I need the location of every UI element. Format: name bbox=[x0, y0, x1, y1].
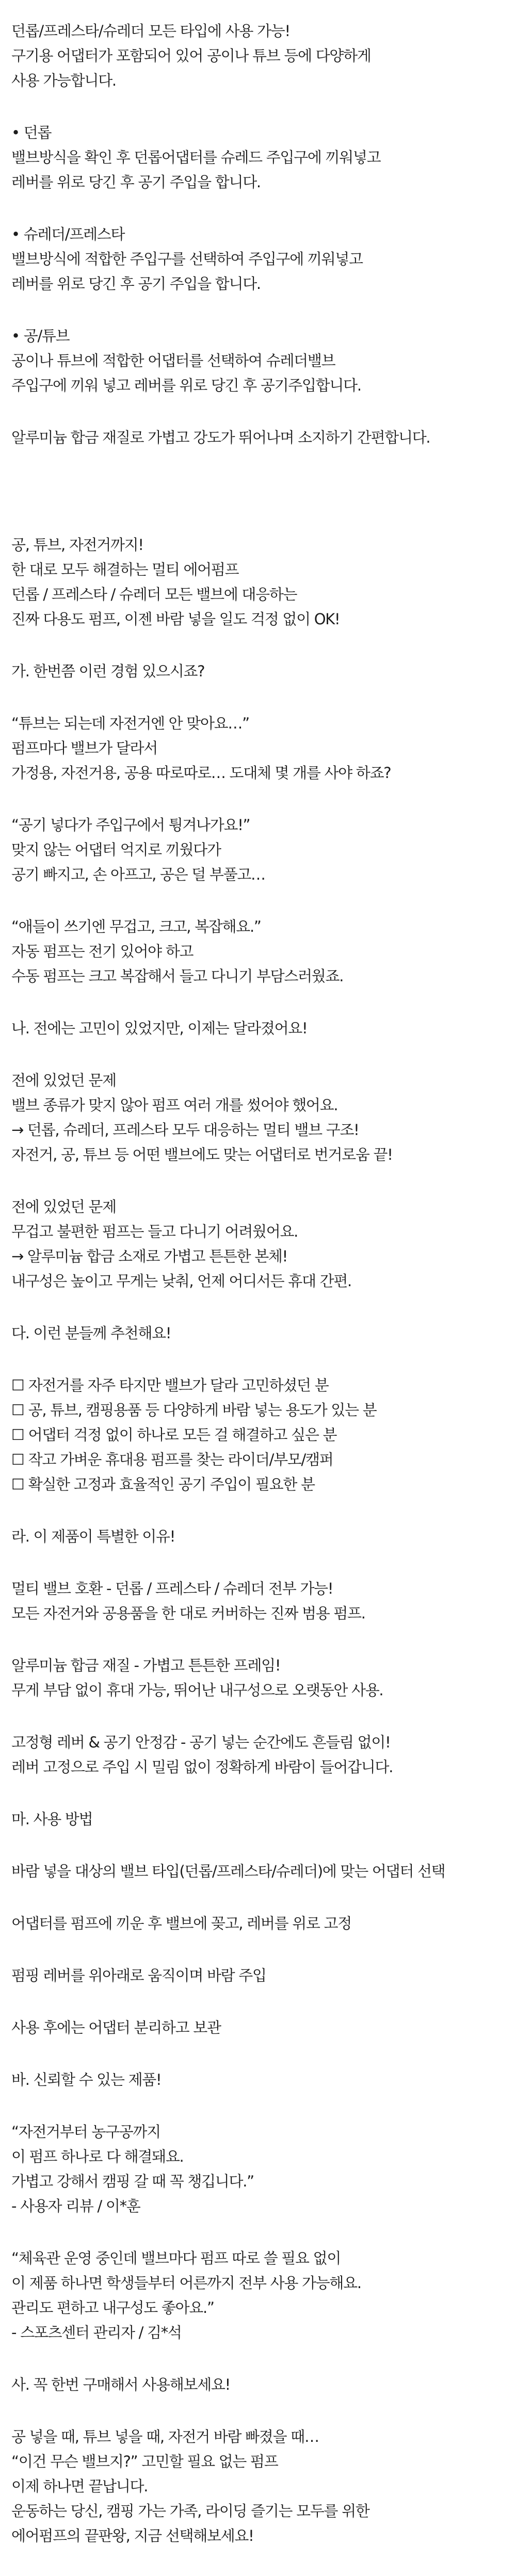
text-line: 가볍고 강해서 캠핑 갈 때 꼭 챙깁니다.” bbox=[11, 2173, 254, 2190]
experience-paragraph bbox=[11, 711, 496, 785]
text-line: 펌핑 레버를 위아래로 움직이며 바람 주입 bbox=[11, 1967, 266, 1984]
review-quote bbox=[11, 2119, 496, 2218]
text-line: “공기 넣다가 주입구에서 튕겨나가요!” bbox=[11, 816, 250, 834]
section-heading: 바. 신뢰할 수 있는 제품! bbox=[11, 2071, 162, 2088]
text-line: 어댑터를 펌프에 끼운 후 밸브에 꽂고, 레버를 위로 고정 bbox=[11, 1915, 351, 1932]
bullet-heading: • 던롭 bbox=[11, 124, 52, 141]
review-quote bbox=[11, 2246, 496, 2345]
text-line: 무겁고 불편한 펌프는 들고 다니기 어려웠어요. bbox=[11, 1223, 298, 1240]
checklist-item: ☐ 어댑터 걱정 없이 하나로 모든 걸 해결하고 싶은 분 bbox=[11, 1426, 337, 1444]
text-line: 내구성은 높이고 무게는 낮춰, 언제 어디서든 휴대 간편. bbox=[11, 1272, 351, 1290]
review-author: - 스포츠센터 관리자 / 김*석 bbox=[11, 2324, 182, 2341]
section-heading: 다. 이런 분들께 추천해요! bbox=[11, 1324, 171, 1342]
usage-step bbox=[11, 1859, 496, 1884]
text-line: 한 대로 모두 해결하는 멀티 에어펌프 bbox=[11, 561, 239, 578]
text-line: 구기용 어댑터가 포함되어 있어 공이나 튜브 등에 다양하게 bbox=[11, 47, 371, 64]
text-line: 이 제품 하나면 학생들부터 어른까지 전부 사용 가능해요. bbox=[11, 2274, 361, 2292]
text-line: 공이나 튜브에 적합한 어댑터를 선택하여 슈레더밸브 bbox=[11, 352, 335, 369]
text-line: 펌프마다 밸브가 달라서 bbox=[11, 739, 157, 757]
text-line: “애들이 쓰기엔 무겁고, 크고, 복잡해요.” bbox=[11, 918, 261, 935]
section-heading-ba bbox=[11, 2067, 496, 2092]
usage-step bbox=[11, 1963, 496, 1988]
checklist-item: ☐ 공, 튜브, 캠핑용품 등 다양하게 바람 넣는 용도가 있는 분 bbox=[11, 1401, 377, 1419]
text-line: 밸브 종류가 맞지 않아 펌프 여러 개를 썼어야 했어요. bbox=[11, 1096, 338, 1114]
closing-paragraph bbox=[11, 2424, 496, 2548]
text-line: 가정용, 자전거용, 공용 따로따로… 도대체 몇 개를 사야 하죠? bbox=[11, 764, 391, 782]
problem-solution-paragraph bbox=[11, 1068, 496, 1167]
text-line: 고정형 레버 & 공기 안정감 - 공기 넣는 순간에도 흔들림 없이! bbox=[11, 1733, 391, 1751]
review-author: - 사용자 리뷰 / 이*훈 bbox=[11, 2197, 140, 2215]
intro-paragraph bbox=[11, 19, 496, 93]
experience-paragraph bbox=[11, 914, 496, 989]
checklist-item: ☐ 자전거를 자주 타지만 밸브가 달라 고민하셨던 분 bbox=[11, 1376, 329, 1394]
section-heading-sa bbox=[11, 2372, 496, 2397]
text-line: 알루미늄 합금 재질로 가볍고 강도가 뛰어나며 소지하기 간편합니다. bbox=[11, 429, 430, 446]
text-line: 관리도 편하고 내구성도 좋아요.” bbox=[11, 2299, 214, 2316]
text-line: 던롭 / 프레스타 / 슈레더 모든 밸브에 대응하는 bbox=[11, 586, 297, 603]
text-line: 맞지 않는 어댑터 억지로 끼웠다가 bbox=[11, 841, 221, 858]
problem-solution-paragraph bbox=[11, 1194, 496, 1293]
text-line: 레버 고정으로 주입 시 밀림 없이 정확하게 바람이 들어갑니다. bbox=[11, 1758, 393, 1776]
text-line: 레버를 위로 당긴 후 공기 주입을 합니다. bbox=[11, 173, 261, 191]
feature-paragraph bbox=[11, 1576, 496, 1626]
text-line: 사용 후에는 어댑터 분리하고 보관 bbox=[11, 2019, 221, 2036]
text-line: 밸브방식에 적합한 주입구를 선택하여 주입구에 끼워넣고 bbox=[11, 250, 363, 268]
text-line: → 던롭, 슈레더, 프레스타 모두 대응하는 멀티 밸브 구조! bbox=[11, 1121, 359, 1139]
text-line: 멀티 밸브 호환 - 던롭 / 프레스타 / 슈레더 전부 가능! bbox=[11, 1580, 333, 1597]
feature-paragraph bbox=[11, 1730, 496, 1779]
experience-paragraph bbox=[11, 813, 496, 887]
text-line: 이 펌프 하나로 다 해결돼요. bbox=[11, 2148, 184, 2165]
text-line: 전에 있었던 문제 bbox=[11, 1198, 116, 1216]
section-heading: 사. 꼭 한번 구매해서 사용해보세요! bbox=[11, 2376, 230, 2393]
section-heading: 라. 이 제품이 특별한 이유! bbox=[11, 1528, 175, 1545]
text-line: 모든 자전거와 공용품을 한 대로 커버하는 진짜 범용 펌프. bbox=[11, 1605, 365, 1622]
text-line: 전에 있었던 문제 bbox=[11, 1072, 116, 1089]
text-line: 공기 빠지고, 손 아프고, 공은 덜 부풀고… bbox=[11, 866, 265, 883]
bullet-heading: • 공/튜브 bbox=[11, 327, 70, 345]
text-line: 던롭/프레스타/슈레더 모든 타입에 사용 가능! bbox=[11, 22, 290, 40]
text-line: 주입구에 끼워 넣고 레버를 위로 당긴 후 공기주입합니다. bbox=[11, 377, 361, 394]
checklist-item: ☐ 확실한 고정과 효율적인 공기 주입이 필요한 분 bbox=[11, 1476, 315, 1493]
text-line: 자전거, 공, 튜브 등 어떤 밸브에도 맞는 어댑터로 번거로움 끝! bbox=[11, 1146, 393, 1163]
section-heading-da bbox=[11, 1321, 496, 1346]
text-line: 진짜 다용도 펌프, 이젠 바람 넣을 일도 걱정 없이 OK! bbox=[11, 610, 340, 628]
text-line: “체육관 운영 중인데 밸브마다 펌프 따로 쓸 필요 없이 bbox=[11, 2249, 341, 2267]
checklist-item: ☐ 작고 가벼운 휴대용 펌프를 찾는 라이더/부모/캠퍼 bbox=[11, 1451, 333, 1468]
section-heading: 가. 한번쯤 이런 경험 있으시죠? bbox=[11, 662, 205, 680]
text-line: 알루미늄 합금 재질 - 가볍고 튼튼한 프레임! bbox=[11, 1657, 281, 1674]
text-line: 밸브방식을 확인 후 던롭어댑터를 슈레드 주입구에 끼워넣고 bbox=[11, 149, 381, 166]
material-note bbox=[11, 425, 496, 450]
text-line: 무게 부담 없이 휴대 가능, 뛰어난 내구성으로 오랫동안 사용. bbox=[11, 1681, 383, 1699]
text-line: “이건 무슨 밸브지?” 고민할 필요 없는 펌프 bbox=[11, 2453, 278, 2470]
text-line: 에어펌프의 끝판왕, 지금 선택해보세요! bbox=[11, 2527, 254, 2545]
text-line: 자동 펌프는 전기 있어야 하고 bbox=[11, 943, 194, 960]
text-line: 바람 넣을 대상의 밸브 타입(던롭/프레스타/슈레더)에 맞는 어댑터 선택 bbox=[11, 1862, 445, 1880]
feature-paragraph bbox=[11, 1653, 496, 1703]
text-line: 사용 가능합니다. bbox=[11, 72, 116, 89]
text-line: → 알루미늄 합금 소재로 가볍고 튼튼한 본체! bbox=[11, 1248, 287, 1265]
section-heading-ga bbox=[11, 659, 496, 684]
headline-paragraph bbox=[11, 532, 496, 631]
usage-step bbox=[11, 1911, 496, 1936]
text-line: 공 넣을 때, 튜브 넣을 때, 자전거 바람 빠졌을 때… bbox=[11, 2428, 319, 2445]
section-heading: 나. 전에는 고민이 있었지만, 이제는 달라졌어요! bbox=[11, 1019, 308, 1037]
section-heading-ra bbox=[11, 1524, 496, 1549]
text-line: “자전거부터 농구공까지 bbox=[11, 2123, 160, 2141]
text-line: 공, 튜브, 자전거까지! bbox=[11, 536, 143, 554]
recommendation-checklist bbox=[11, 1373, 496, 1497]
section-heading-ma bbox=[11, 1807, 496, 1832]
ball-tube-instructions bbox=[11, 323, 496, 398]
text-line: “튜브는 되는데 자전거엔 안 맞아요…” bbox=[11, 715, 249, 732]
usage-step bbox=[11, 2015, 496, 2040]
section-heading-na bbox=[11, 1016, 496, 1041]
text-line: 수동 펌프는 크고 복잡해서 들고 다니기 부담스러웠죠. bbox=[11, 967, 344, 985]
text-line: 운동하는 당신, 캠핑 가는 가족, 라이딩 즐기는 모두를 위한 bbox=[11, 2502, 369, 2520]
schrader-presta-instructions bbox=[11, 222, 496, 296]
dunlop-instructions bbox=[11, 120, 496, 195]
text-line: 이제 하나면 끝납니다. bbox=[11, 2477, 148, 2495]
bullet-heading: • 슈레더/프레스타 bbox=[11, 225, 125, 243]
section-heading: 마. 사용 방법 bbox=[11, 1810, 93, 1828]
text-line: 레버를 위로 당긴 후 공기 주입을 합니다. bbox=[11, 275, 261, 293]
